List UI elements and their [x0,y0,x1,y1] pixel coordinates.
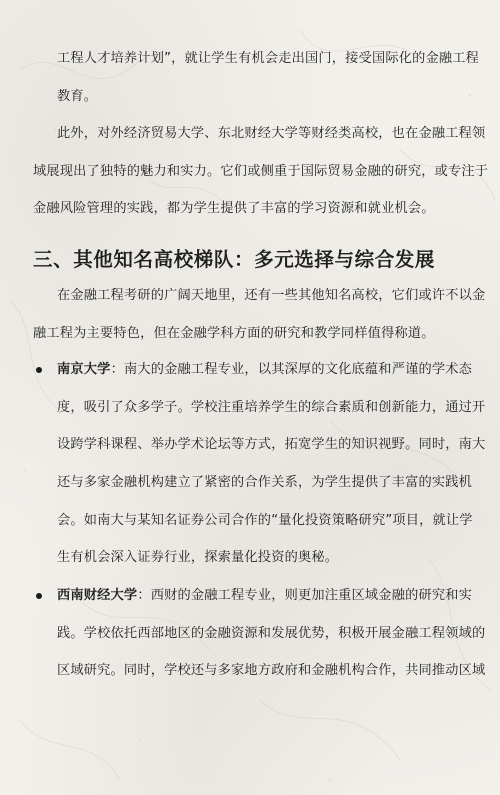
bullet-2-lead [57,587,472,605]
bullet-1-line-5: 生有机会深入证券行业，探索量化投资的奥秘。 [57,550,339,565]
paragraph-top-line-2: 教育。 [57,89,98,104]
bullet-2-name: 西南财经大学 [57,588,138,603]
bullet-1-lead [57,361,472,379]
bullet-2-lead-text: ：西财的金融工程专业，则更加注重区域金融的研究和实 [137,588,473,603]
bullet-2-line-2: 区域研究。同时，学校还与多家地方政府和金融机构合作，共同推动区域 [57,663,486,678]
paragraph-others-line-3: 金融风险管理的实践，都为学生提供了丰富的学习资源和就业机会。 [33,201,435,216]
bullet-dot-2 [36,593,42,599]
paragraph-intro-line-2: 融工程为主要特色，但在金融学科方面的研究和教学同样值得称道。 [33,326,435,341]
paragraph-top-line-1: 工程人才培养计划”，就让学生有机会走出国门，接受国际化的金融工程 [57,51,480,66]
paragraph-others-line-1: 此外，对外经济贸易大学、东北财经大学等财经类高校，也在金融工程领 [57,126,486,141]
bullet-1-name: 南京大学 [57,362,111,377]
section-heading: 三、其他知名高校梯队：多元选择与综合发展 [33,248,436,271]
bullet-1-line-2: 设跨学科课程、举办学术论坛等方式，拓宽学生的知识视野。同时，南大 [57,437,486,452]
bullet-dot-1 [36,367,42,373]
paragraph-others-line-2: 域展现出了独特的魅力和实力。它们或侧重于国际贸易金融的研究，或专注于 [33,164,489,179]
bullet-1-line-3: 还与多家金融机构建立了紧密的合作关系，为学生提供了丰富的实践机 [57,475,473,490]
paragraph-intro-line-1: 在金融工程考研的广阔天地里，还有一些其他知名高校，它们或许不以金 [57,288,486,303]
bullet-1-line-1: 度，吸引了众多学子。学校注重培养学生的综合素质和创新能力，通过开 [57,400,486,415]
bullet-1-line-4: 会。如南大与某知名证券公司合作的“量化投资策略研究”项目，就让学 [57,513,473,528]
bullet-2-line-1: 践。学校依托西部地区的金融资源和发展优势，积极开展金融工程领域的 [57,626,486,641]
bullet-1-lead-text: ：南大的金融工程专业，以其深厚的文化底蕴和严谨的学术态 [110,362,473,377]
